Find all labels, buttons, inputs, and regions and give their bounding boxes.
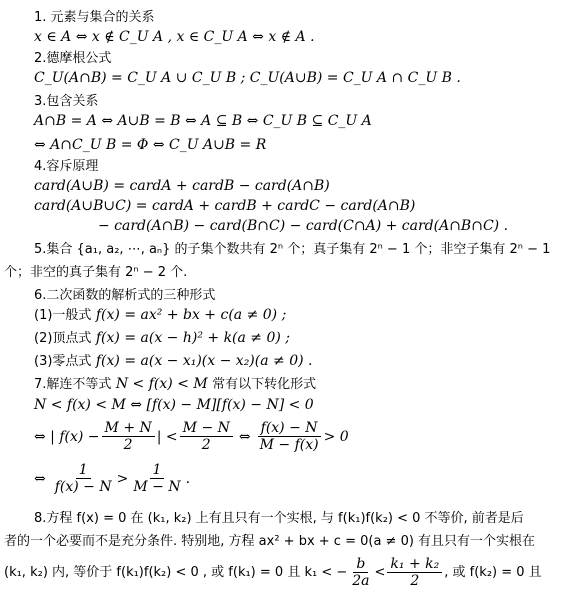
numerator: f(x) − N: [258, 420, 321, 437]
denominator: 2: [123, 437, 133, 454]
fraction-m-minus-n: [180, 420, 233, 453]
denominator: 2a: [352, 573, 370, 590]
f2-equiv: ⇔: [238, 428, 251, 445]
section-6-form-3: [34, 354, 312, 368]
f3-period: .: [185, 470, 191, 487]
fraction-1-over-m-minus-n: [130, 462, 183, 495]
numerator: 1: [150, 462, 165, 479]
section-7-title: [34, 377, 316, 391]
denominator: 2: [201, 437, 211, 454]
line-3-lead: (k₁, k₂) 内, 等价于 f(k₁)f(k₂) < 0 , 或 f(k₁) = 0 且 k₁ < −: [4, 565, 348, 581]
numerator: 1: [76, 462, 91, 479]
section-1-formula: x ∈ A ⇔ x ∉ C_U A , x ∈ C_U A ⇔ x ∉ A .: [34, 29, 315, 45]
denominator: f(x) − N: [54, 479, 112, 496]
section-8-line-2: 者的一个必要而不是充分条件. 特别地, 方程 ax² + bx + c = 0(a ≠ 0) 有且只有一个实根在: [4, 534, 536, 549]
fraction-1-over-f-minus-n: [52, 462, 115, 495]
fraction-k1-plus-k2-over-2: [387, 556, 442, 589]
denominator: M − f(x): [259, 437, 319, 454]
section-7-formula-2: [34, 420, 349, 453]
section-3-formula-2: ⇔ A∩C_U B = Φ ⇔ C_U A∪B = R: [34, 137, 267, 153]
section-6-form-1: [34, 308, 286, 322]
section-7-title-text: 7.解连不等式: [34, 377, 112, 392]
section-2-title: 2.德摩根公式: [34, 51, 112, 66]
line-3-lt: <: [374, 565, 386, 581]
section-8-line-3: [4, 556, 542, 589]
section-7-title-suffix: 常有以下转化形式: [212, 377, 317, 392]
section-4-formula-1: card(A∪B) = cardA + cardB − card(A∩B): [34, 178, 330, 194]
denominator: M − N: [133, 479, 181, 496]
section-8-line-1: 8.方程 f(x) = 0 在 (k₁, k₂) 上有且只有一个实根, 与 f(k₁)f(k₂) < 0 不等价, 前者是后: [34, 511, 524, 526]
fraction-f-minus-n-over-m-minus-f: [257, 420, 322, 453]
f3-equiv: ⇔: [34, 470, 46, 487]
numerator: M + N: [102, 420, 155, 437]
form-2-formula: f(x) = a(x − h)² + k(a ≠ 0) ;: [95, 330, 291, 346]
section-7-formula-1: N < f(x) < M ⇔ [f(x) − M][f(x) − N] < 0: [34, 397, 314, 413]
numerator: M − N: [180, 420, 233, 437]
form-3-formula: f(x) = a(x − x₁)(x − x₂)(a ≠ 0) .: [95, 353, 313, 369]
numerator: b: [353, 556, 368, 573]
section-7-title-math: N < f(x) < M: [115, 376, 208, 392]
f2-mid: | <: [156, 428, 178, 445]
section-1-title: 1. 元素与集合的关系: [34, 10, 155, 25]
f2-lead: ⇔ | f(x) −: [34, 428, 100, 445]
section-2-formula: C_U(A∩B) = C_U A ∪ C_U B ; C_U(A∪B) = C_U A ∩ C_U B .: [34, 70, 461, 86]
form-2-label: (2)顶点式: [34, 331, 92, 346]
section-5-line-1: 5.集合 {a₁, a₂, ⋯, aₙ} 的子集个数共有 2ⁿ 个；真子集有 2ⁿ − 1 个；非空子集有 2ⁿ − 1: [34, 242, 551, 257]
form-1-formula: f(x) = ax² + bx + c(a ≠ 0) ;: [95, 307, 287, 323]
fraction-b-over-2a: [349, 556, 372, 589]
fraction-m-plus-n: [102, 420, 155, 453]
section-6-title: 6.二次函数的解析式的三种形式: [34, 288, 216, 303]
section-5-line-2: 个；非空的真子集有 2ⁿ − 2 个.: [4, 265, 188, 280]
f2-tail: > 0: [323, 428, 349, 445]
numerator: k₁ + k₂: [387, 556, 442, 573]
section-4-title: 4.容斥原理: [34, 159, 99, 174]
form-3-label: (3)零点式: [34, 354, 92, 369]
f3-gt: >: [116, 470, 129, 487]
section-7-formula-3: [34, 462, 190, 495]
section-3-title: 3.包含关系: [34, 94, 99, 109]
section-3-formula-1: A∩B = A ⇔ A∪B = B ⇔ A ⊆ B ⇔ C_U B ⊆ C_U A: [34, 113, 372, 129]
form-1-label: (1)一般式: [34, 308, 92, 323]
line-3-tail: , 或 f(k₂) = 0 且: [444, 565, 542, 581]
denominator: 2: [410, 573, 420, 590]
section-6-form-2: [34, 331, 290, 345]
section-4-formula-2: card(A∪B∪C) = cardA + cardB + cardC − card(A∩B): [34, 198, 416, 214]
section-4-formula-3: − card(A∩B) − card(B∩C) − card(C∩A) + card(A∩B∩C) .: [98, 218, 509, 234]
